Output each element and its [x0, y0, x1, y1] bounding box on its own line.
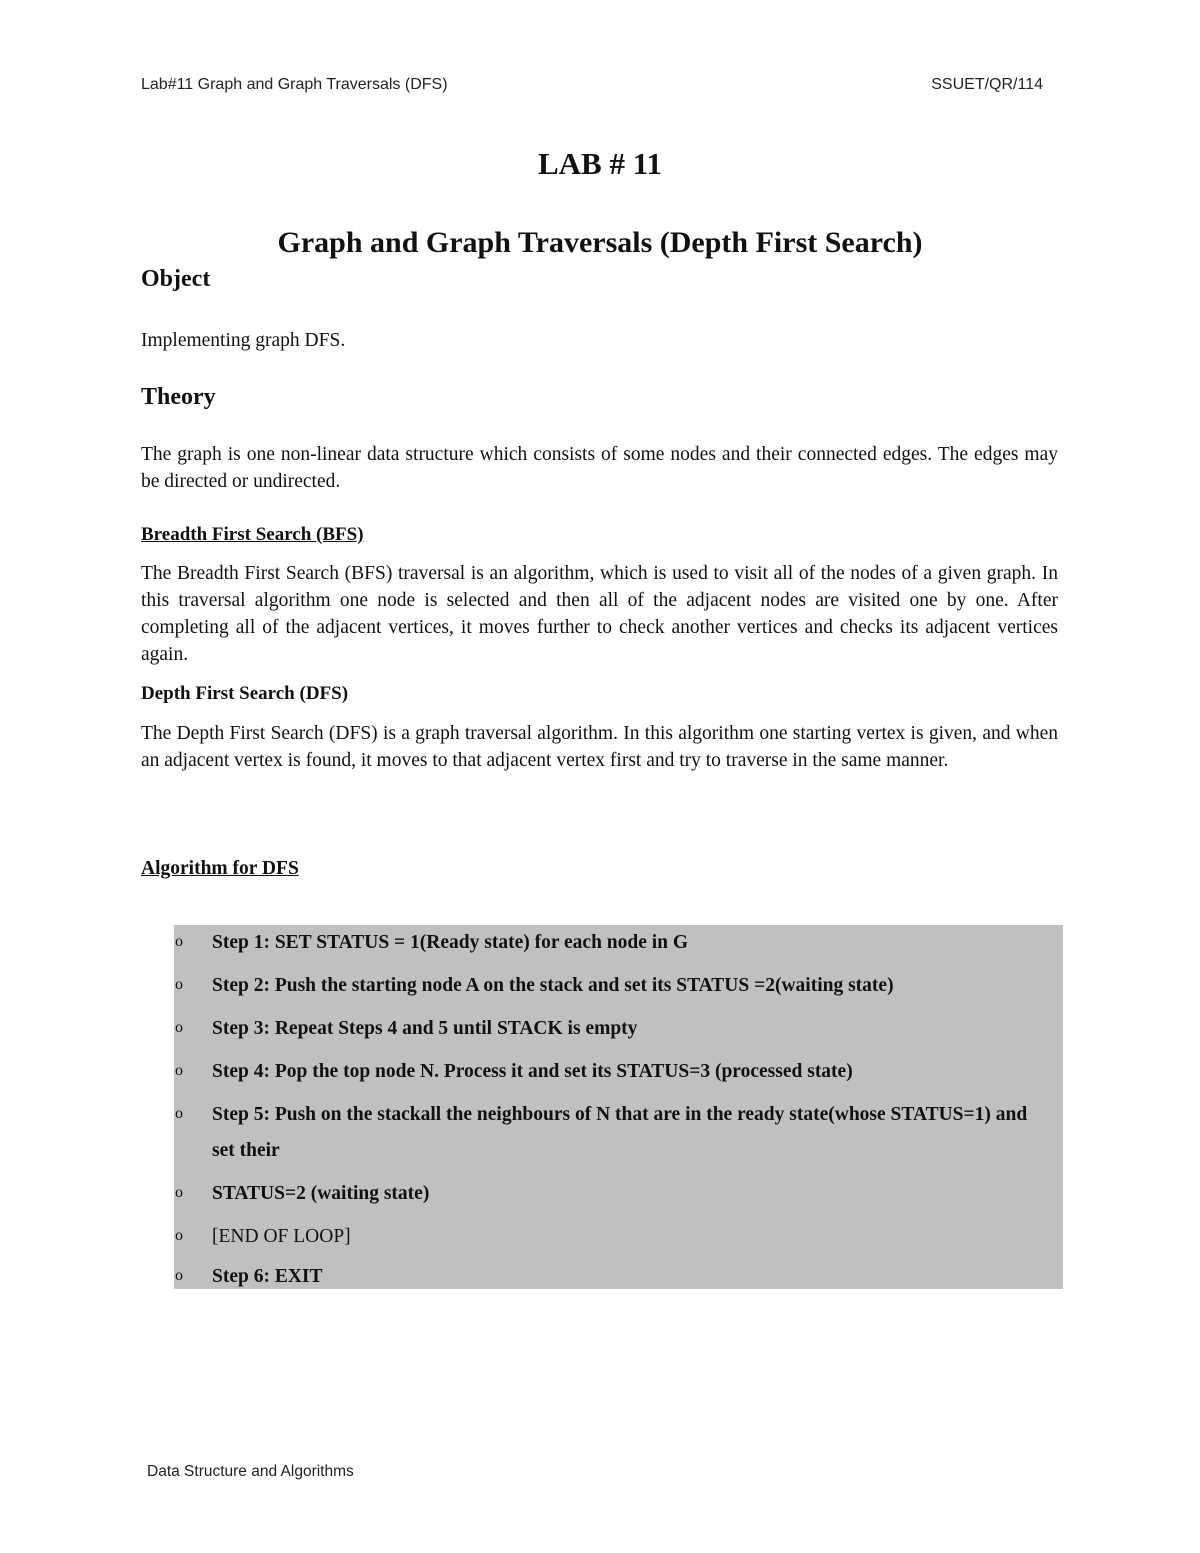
- running-header-doc-code: SSUET/QR/114: [931, 76, 1043, 93]
- algorithm-step-text: [END OF LOOP]: [212, 1226, 351, 1247]
- bullet-marker: o: [175, 1267, 183, 1284]
- theory-paragraph: The graph is one non-linear data structure which consists of some nodes and their connected edges. The edges may be directed or undirected.: [141, 444, 1058, 492]
- algorithm-step-text: Step 1: SET STATUS = 1(Ready state) for each node in G: [212, 932, 689, 953]
- running-footer: Data Structure and Algorithms: [147, 1463, 354, 1480]
- algorithm-heading: Algorithm for DFS: [141, 858, 299, 879]
- bullet-marker: o: [175, 1019, 183, 1036]
- page-title: Graph and Graph Traversals (Depth First Search): [277, 226, 923, 259]
- bullet-marker: o: [175, 1184, 183, 1201]
- algorithm-step-text: Step 4: Pop the top node N. Process it and set its STATUS=3 (processed state): [212, 1061, 853, 1082]
- object-heading: Object: [141, 266, 211, 292]
- algorithm-step-text: Step 3: Repeat Steps 4 and 5 until STACK is empty: [212, 1018, 638, 1039]
- algorithm-step-text: Step 2: Push the starting node A on the stack and set its STATUS =2(waiting state): [212, 975, 894, 996]
- bfs-heading: Breadth First Search (BFS): [141, 524, 364, 545]
- bullet-marker: o: [175, 976, 183, 993]
- algorithm-step-text: Step 5: Push on the stackall the neighbours of N that are in the ready state(whose STATUS=1) and set their: [212, 1104, 1028, 1161]
- theory-heading: Theory: [141, 384, 216, 410]
- bullet-marker: o: [175, 1105, 183, 1122]
- bullet-marker: o: [175, 933, 183, 950]
- lab-number-heading: LAB # 11: [537, 146, 663, 181]
- bullet-marker: o: [175, 1062, 183, 1079]
- bfs-paragraph: The Breadth First Search (BFS) traversal is an algorithm, which is used to visit all of the nodes of a given graph. In this traversal algorithm one node is selected and then all of the adjacent nodes are visited one by one. After completing all of the adjacent vertices, it moves further to check another vertices and checks its adjacent vertices again.: [141, 563, 1058, 665]
- algorithm-steps-box: [174, 925, 1063, 1289]
- bullet-marker: o: [175, 1227, 183, 1244]
- dfs-heading: Depth First Search (DFS): [141, 683, 349, 704]
- dfs-paragraph: The Depth First Search (DFS) is a graph traversal algorithm. In this algorithm one starting vertex is given, and when an adjacent vertex is found, it moves to that adjacent vertex first and try to traverse in the same manner.: [141, 723, 1058, 771]
- object-text: Implementing graph DFS.: [141, 330, 346, 351]
- algorithm-step-text: STATUS=2 (waiting state): [212, 1183, 430, 1204]
- running-header-title: Lab#11 Graph and Graph Traversals (DFS): [141, 76, 448, 93]
- algorithm-step-text: Step 6: EXIT: [212, 1266, 323, 1287]
